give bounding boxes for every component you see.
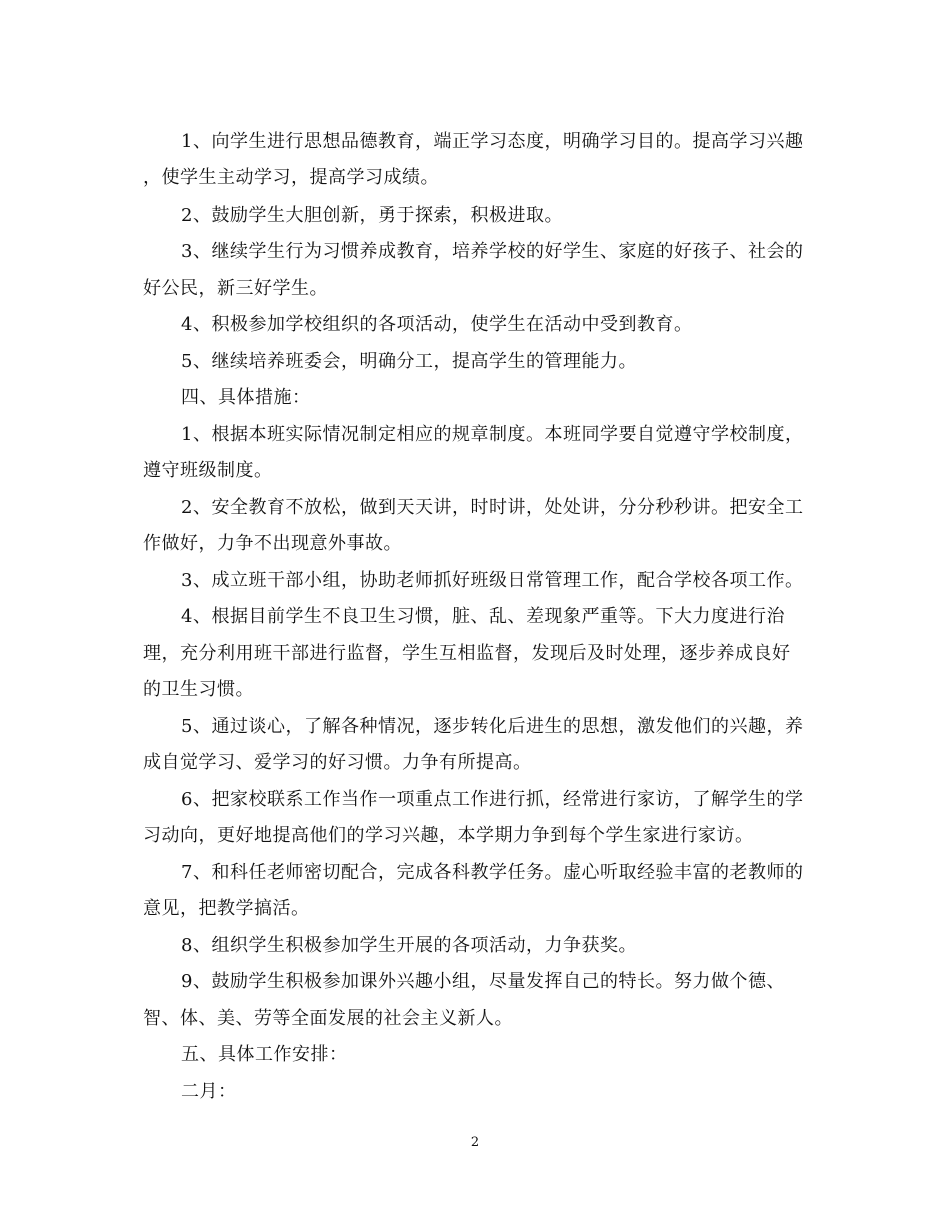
text-line: 3、继续学生行为习惯养成教育，培养学校的好学生、家庭的好孩子、社会的 — [181, 241, 804, 262]
text-line: 4、积极参加学校组织的各项活动，使学生在活动中受到教育。 — [181, 314, 693, 335]
text-line: ，使学生主动学习，提高学习成绩。 — [143, 167, 439, 188]
text-line: 作做好，力争不出现意外事故。 — [143, 533, 402, 554]
text-line: 理，充分利用班干部进行监督，学生互相监督，发现后及时处理，逐步养成良好 — [143, 643, 791, 664]
text-line: 习动向，更好地提高他们的学习兴趣，本学期力争到每个学生家进行家访。 — [143, 825, 754, 846]
text-line: 9、鼓励学生积极参加课外兴趣小组，尽量发挥自己的特长。努力做个德、 — [181, 971, 785, 992]
text-line: 5、继续培养班委会，明确分工，提高学生的管理能力。 — [181, 351, 637, 372]
page-number: 2 — [470, 1135, 480, 1150]
text-line: 智、体、美、劳等全面发展的社会主义新人。 — [143, 1008, 513, 1029]
section-heading: 五、具体工作安排： — [181, 1044, 348, 1065]
text-line: 5、通过谈心，了解各种情况，逐步转化后进生的思想，激发他们的兴趣，养 — [181, 716, 804, 737]
text-line: 成自觉学习、爱学习的好习惯。力争有所提高。 — [143, 752, 532, 773]
text-line: 的卫生习惯。 — [143, 679, 254, 700]
text-line: 遵守班级制度。 — [143, 460, 273, 481]
text-line: 1、向学生进行思想品德教育，端正学习态度，明确学习目的。提高学习兴趣 — [181, 131, 804, 152]
text-line: 好公民，新三好学生。 — [143, 278, 328, 299]
section-heading: 四、具体措施： — [181, 387, 311, 408]
text-line: 1、根据本班实际情况制定相应的规章制度。本班同学要自觉遵守学校制度， — [181, 424, 804, 445]
text-line: 二月： — [181, 1081, 237, 1102]
text-line: 2、鼓励学生大胆创新，勇于探索，积极进取。 — [181, 205, 563, 226]
text-line: 6、把家校联系工作当作一项重点工作进行抓，经常进行家访，了解学生的学 — [181, 789, 804, 810]
text-line: 意见，把教学搞活。 — [143, 898, 310, 919]
text-line: 7、和科任老师密切配合，完成各科教学任务。虚心听取经验丰富的老教师的 — [181, 862, 804, 883]
text-line: 3、成立班干部小组，协助老师抓好班级日常管理工作，配合学校各项工作。 — [181, 570, 804, 591]
text-line: 4、根据目前学生不良卫生习惯，脏、乱、差现象严重等。下大力度进行治 — [181, 606, 785, 627]
text-line: 2、安全教育不放松，做到天天讲，时时讲，处处讲，分分秒秒讲。把安全工 — [181, 497, 804, 518]
text-line: 8、组织学生积极参加学生开展的各项活动，力争获奖。 — [181, 935, 637, 956]
